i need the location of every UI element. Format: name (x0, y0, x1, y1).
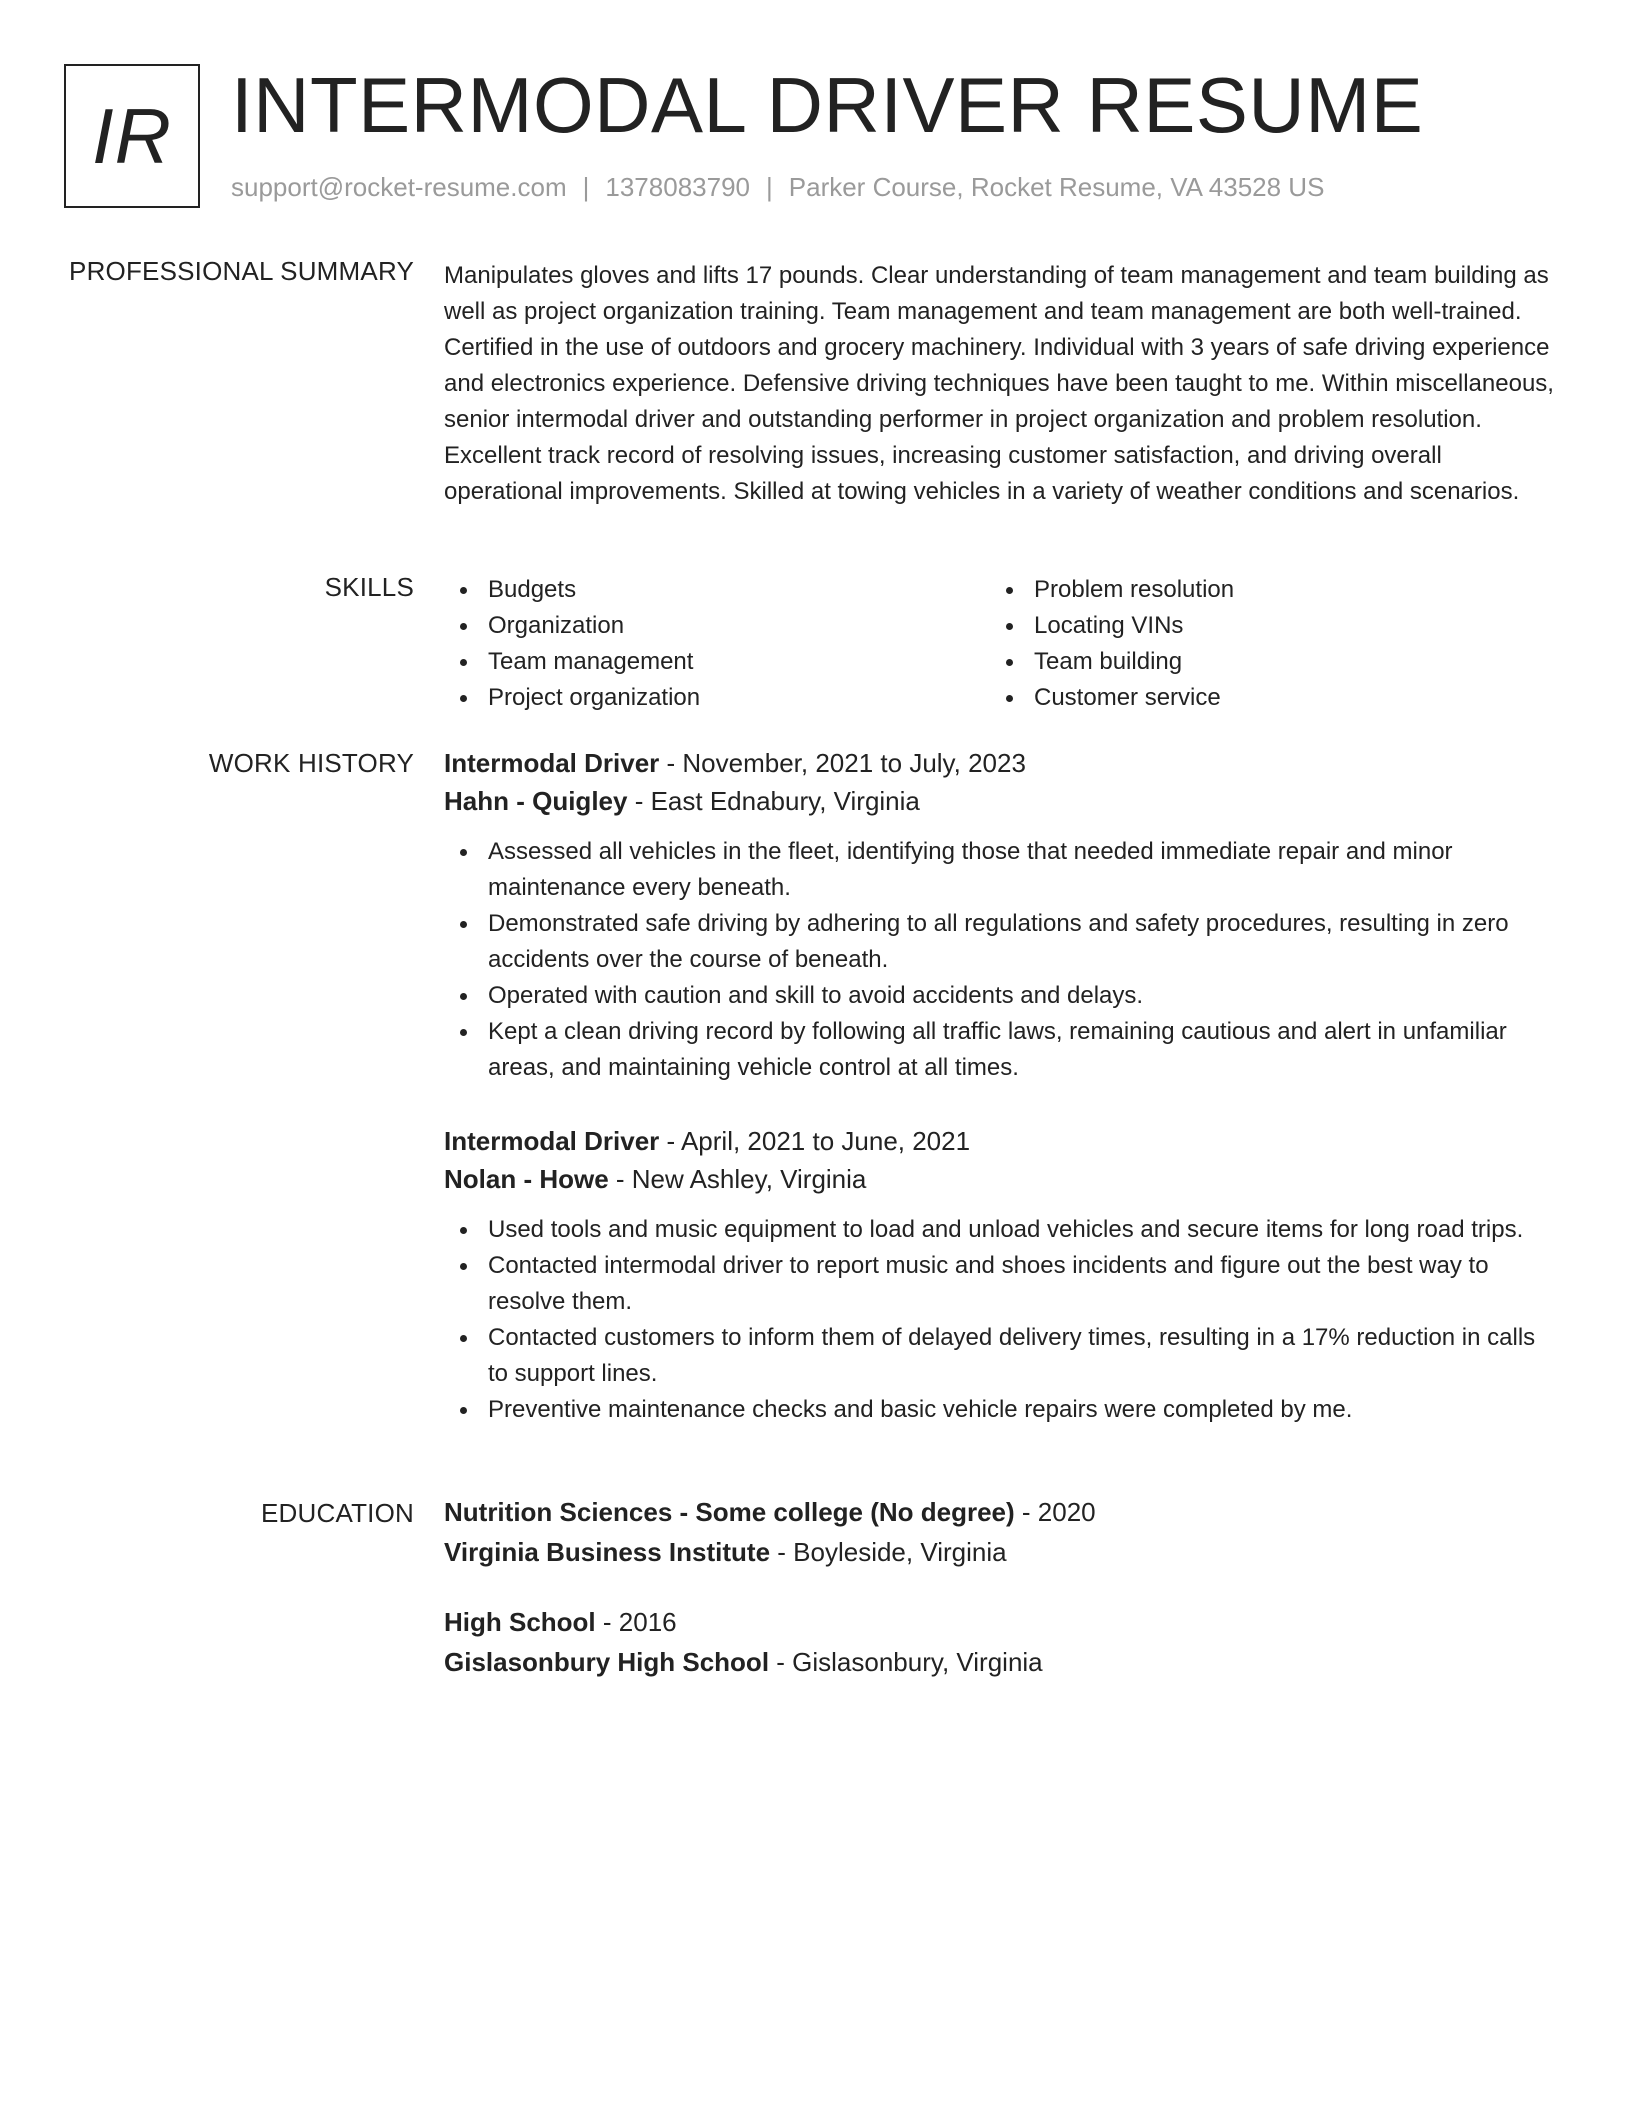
skill-item: Budgets (444, 572, 990, 608)
job-company: Nolan - Howe (444, 1164, 609, 1194)
contact-phone[interactable]: 1378083790 (605, 172, 750, 202)
skills-column-2 (990, 572, 1536, 716)
skill-item: Team building (990, 644, 1536, 680)
monogram-initials: IR (92, 91, 172, 180)
job-bullet: Demonstrated safe driving by adhering to all regulations and safety procedures, resulting in zero accidents over the course of beneath. (444, 906, 1554, 978)
job-bullet: Assessed all vehicles in the fleet, identifying those that needed immediate repair and minor maintenance every beneath. (444, 834, 1554, 906)
skills-list (444, 572, 1554, 716)
job-entry (444, 744, 1554, 1086)
resume-header (64, 61, 1564, 214)
job-location: - New Ashley, Virginia (608, 1164, 867, 1194)
job-bullets (444, 1212, 1554, 1428)
education-location: - Gislasonbury, Virginia (769, 1647, 1043, 1677)
job-bullet: Contacted intermodal driver to report music and shoes incidents and figure out the best way to resolve them. (444, 1248, 1554, 1320)
contact-email[interactable]: support@rocket-resume.com (231, 172, 567, 202)
summary-text: Manipulates gloves and lifts 17 pounds. Clear understanding of team management and team building as well as project organization training. Team management and team management are both well-trained. Certified in the use of outdoors and grocery machinery. Individual with 3 years of safe driving experience and electronics experience. Defensive driving techniques have been taught to me. Within miscellaneous, senior intermodal driver and outstanding performer in project organization and problem resolution. Excellent track record of resolving issues, increasing customer satisfaction, and driving overall operational improvements. Skilled at towing vehicles in a variety of weather conditions and scenarios. (444, 262, 1554, 505)
job-company-line (444, 1160, 1554, 1198)
monogram-badge (64, 64, 200, 208)
education-year: - 2020 (1014, 1497, 1096, 1527)
skill-item: Project organization (444, 680, 990, 716)
contact-separator: | (766, 172, 773, 202)
education-heading: EDUCATION (261, 1498, 414, 1528)
education-degree: Nutrition Sciences - Some college (No degree) (444, 1497, 1015, 1527)
education-year: - 2016 (595, 1607, 677, 1637)
job-title-line (444, 1122, 1554, 1160)
education-degree-line (444, 1492, 1554, 1532)
job-bullets (444, 834, 1554, 1086)
work-history-heading: WORK HISTORY (208, 748, 414, 778)
skill-item: Locating VINs (990, 608, 1536, 644)
job-bullet: Contacted customers to inform them of delayed delivery times, resulting in a 17% reduction in calls to support lines. (444, 1320, 1554, 1392)
education-degree: High School (444, 1607, 596, 1637)
education-degree-line (444, 1602, 1554, 1642)
job-company: Hahn - Quigley (444, 786, 628, 816)
job-bullet: Kept a clean driving record by following all traffic laws, remaining cautious and alert in unfamiliar areas, and maintaining vehicle control at all times. (444, 1014, 1554, 1086)
job-title: Intermodal Driver (444, 1126, 660, 1156)
education-location: - Boyleside, Virginia (770, 1537, 1007, 1567)
job-title-line (444, 744, 1554, 782)
education-school: Gislasonbury High School (444, 1647, 770, 1677)
skills-column-1 (444, 572, 990, 716)
job-title: Intermodal Driver (444, 748, 660, 778)
education-entry (444, 1602, 1554, 1682)
job-location: - East Ednabury, Virginia (627, 786, 920, 816)
skill-item: Customer service (990, 680, 1536, 716)
education-entry (444, 1492, 1554, 1572)
job-bullet: Operated with caution and skill to avoid accidents and delays. (444, 978, 1554, 1014)
job-bullet: Used tools and music equipment to load and unload vehicles and secure items for long road trips. (444, 1212, 1554, 1248)
skill-item: Organization (444, 608, 990, 644)
contact-separator: | (582, 172, 590, 202)
job-dates: - April, 2021 to June, 2021 (659, 1126, 971, 1156)
skill-item: Team management (444, 644, 990, 680)
education-school-line (444, 1532, 1554, 1572)
skills-heading: SKILLS (324, 572, 414, 602)
contact-address: Parker Course, Rocket Resume, VA 43528 US (788, 172, 1325, 202)
job-bullet: Preventive maintenance checks and basic vehicle repairs were completed by me. (444, 1392, 1554, 1428)
skill-item: Problem resolution (990, 572, 1536, 608)
job-dates: - November, 2021 to July, 2023 (659, 748, 1026, 778)
resume-title: INTERMODAL DRIVER RESUME (231, 61, 1424, 149)
work-history-list (444, 744, 1554, 1464)
contact-line (231, 172, 1324, 203)
education-list (444, 1492, 1554, 1712)
job-company-line (444, 782, 1554, 820)
job-entry (444, 1122, 1554, 1428)
education-school: Virginia Business Institute (444, 1537, 771, 1567)
education-school-line (444, 1642, 1554, 1682)
summary-heading: PROFESSIONAL SUMMARY (69, 256, 414, 286)
